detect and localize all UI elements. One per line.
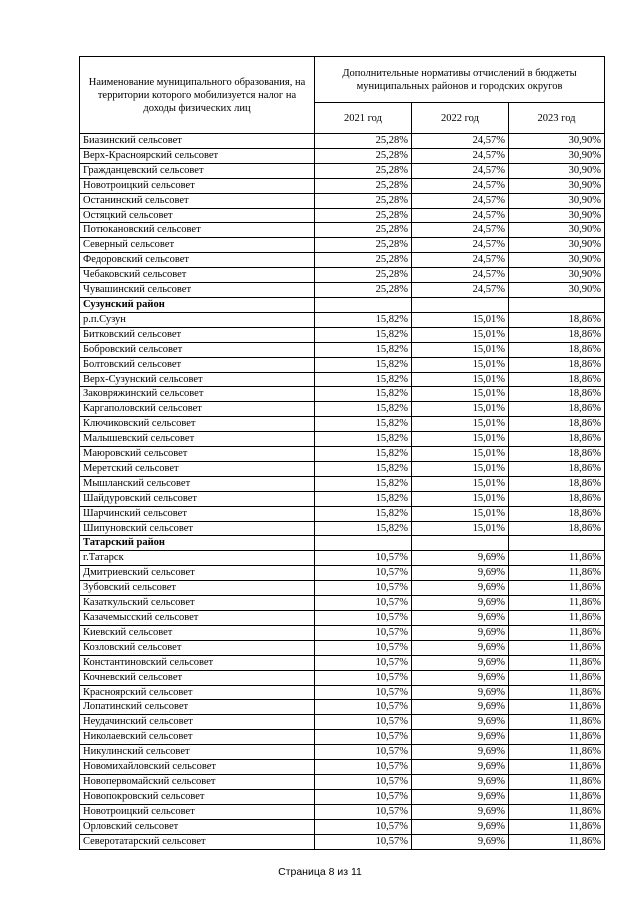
- table-row: [80, 670, 605, 685]
- header-year-2023: 2023 год: [509, 103, 605, 134]
- table-row: [80, 327, 605, 342]
- normative-value: 9,69%: [412, 655, 509, 670]
- empty-cell: [509, 297, 605, 312]
- normative-value: 11,86%: [509, 745, 605, 760]
- normative-value: 10,57%: [315, 655, 412, 670]
- normative-value: 11,86%: [509, 611, 605, 626]
- normative-value: 10,57%: [315, 625, 412, 640]
- normative-value: 9,69%: [412, 566, 509, 581]
- normative-value: 15,01%: [412, 447, 509, 462]
- normative-value: 10,57%: [315, 551, 412, 566]
- normative-value: 18,86%: [509, 476, 605, 491]
- table-row: [80, 625, 605, 640]
- normative-value: 10,57%: [315, 819, 412, 834]
- municipality-name: г.Татарск: [80, 551, 315, 566]
- normative-value: 15,82%: [315, 447, 412, 462]
- municipality-name: Гражданцевский сельсовет: [80, 163, 315, 178]
- table-row: [80, 506, 605, 521]
- normative-value: 15,82%: [315, 432, 412, 447]
- municipality-name: Красноярский сельсовет: [80, 685, 315, 700]
- normative-value: 10,57%: [315, 596, 412, 611]
- normative-value: 24,57%: [412, 268, 509, 283]
- normative-value: 9,69%: [412, 581, 509, 596]
- municipality-name: Северный сельсовет: [80, 238, 315, 253]
- normative-value: 30,90%: [509, 238, 605, 253]
- normative-value: 30,90%: [509, 208, 605, 223]
- normative-value: 10,57%: [315, 789, 412, 804]
- normative-value: 9,69%: [412, 834, 509, 849]
- normative-value: 25,28%: [315, 193, 412, 208]
- normative-value: 30,90%: [509, 134, 605, 149]
- normative-value: 10,57%: [315, 611, 412, 626]
- normative-value: 11,86%: [509, 834, 605, 849]
- normative-value: 11,86%: [509, 566, 605, 581]
- empty-cell: [315, 297, 412, 312]
- normative-value: 9,69%: [412, 774, 509, 789]
- table-row: [80, 447, 605, 462]
- municipality-name: Остяцкий сельсовет: [80, 208, 315, 223]
- municipality-name: Ключиковский сельсовет: [80, 417, 315, 432]
- normative-value: 15,82%: [315, 476, 412, 491]
- normative-value: 11,86%: [509, 581, 605, 596]
- table-row: [80, 238, 605, 253]
- normative-value: 9,69%: [412, 685, 509, 700]
- normative-value: 11,86%: [509, 819, 605, 834]
- normative-value: 18,86%: [509, 491, 605, 506]
- normative-value: 11,86%: [509, 760, 605, 775]
- normative-value: 10,57%: [315, 685, 412, 700]
- table-row: [80, 804, 605, 819]
- table-row: [80, 789, 605, 804]
- normative-value: 10,57%: [315, 760, 412, 775]
- normative-value: 24,57%: [412, 223, 509, 238]
- normative-value: 11,86%: [509, 789, 605, 804]
- municipality-name: Потюкановский сельсовет: [80, 223, 315, 238]
- normative-value: 11,86%: [509, 730, 605, 745]
- table-row: [80, 491, 605, 506]
- municipality-name: Дмитриевский сельсовет: [80, 566, 315, 581]
- normative-value: 24,57%: [412, 178, 509, 193]
- municipality-name: Битковский сельсовет: [80, 327, 315, 342]
- header-year-2022: 2022 год: [412, 103, 509, 134]
- normative-value: 10,57%: [315, 730, 412, 745]
- normative-value: 11,86%: [509, 715, 605, 730]
- normative-value: 9,69%: [412, 700, 509, 715]
- table-row: [80, 223, 605, 238]
- table-row: [80, 581, 605, 596]
- normative-value: 15,01%: [412, 476, 509, 491]
- normative-value: 9,69%: [412, 804, 509, 819]
- normative-value: 24,57%: [412, 253, 509, 268]
- municipality-name: Кочневский сельсовет: [80, 670, 315, 685]
- empty-cell: [412, 536, 509, 551]
- normative-value: 25,28%: [315, 253, 412, 268]
- municipality-name: Новопервомайский сельсовет: [80, 774, 315, 789]
- normative-value: 9,69%: [412, 596, 509, 611]
- normative-value: 15,82%: [315, 312, 412, 327]
- table-row: [80, 611, 605, 626]
- municipality-name: Никулинский сельсовет: [80, 745, 315, 760]
- normative-value: 25,28%: [315, 238, 412, 253]
- normative-value: 18,86%: [509, 357, 605, 372]
- municipality-name: Шипуновский сельсовет: [80, 521, 315, 536]
- normative-value: 15,82%: [315, 506, 412, 521]
- header-normatives: Дополнительные нормативы отчислений в бюджеты муниципальных районов и городских округов: [315, 57, 605, 103]
- table-row: [80, 357, 605, 372]
- normative-value: 15,01%: [412, 521, 509, 536]
- municipality-name: Болтовский сельсовет: [80, 357, 315, 372]
- normative-value: 11,86%: [509, 700, 605, 715]
- normative-value: 9,69%: [412, 715, 509, 730]
- normative-value: 30,90%: [509, 223, 605, 238]
- municipality-name: Останинский сельсовет: [80, 193, 315, 208]
- normative-value: 9,69%: [412, 789, 509, 804]
- table-row: [80, 700, 605, 715]
- normative-value: 11,86%: [509, 551, 605, 566]
- normative-value: 18,86%: [509, 447, 605, 462]
- normative-value: 10,57%: [315, 804, 412, 819]
- municipality-name: р.п.Сузун: [80, 312, 315, 327]
- table-row: [80, 715, 605, 730]
- normative-value: 15,82%: [315, 342, 412, 357]
- normative-value: 11,86%: [509, 685, 605, 700]
- table-row: [80, 521, 605, 536]
- normative-value: 11,86%: [509, 774, 605, 789]
- normative-value: 11,86%: [509, 670, 605, 685]
- normative-value: 9,69%: [412, 745, 509, 760]
- normative-value: 9,69%: [412, 670, 509, 685]
- normative-value: 25,28%: [315, 148, 412, 163]
- section-row: [80, 536, 605, 551]
- normative-value: 30,90%: [509, 193, 605, 208]
- municipality-name: Николаевский сельсовет: [80, 730, 315, 745]
- municipality-name: Новотроицкий сельсовет: [80, 804, 315, 819]
- normative-value: 30,90%: [509, 268, 605, 283]
- table-row: [80, 372, 605, 387]
- normative-value: 18,86%: [509, 402, 605, 417]
- municipality-name: Шарчинский сельсовет: [80, 506, 315, 521]
- normative-value: 9,69%: [412, 640, 509, 655]
- normative-value: 10,57%: [315, 566, 412, 581]
- normative-value: 15,01%: [412, 491, 509, 506]
- empty-cell: [509, 536, 605, 551]
- table-row: [80, 566, 605, 581]
- normative-value: 25,28%: [315, 223, 412, 238]
- normative-value: 10,57%: [315, 715, 412, 730]
- municipality-name: Биазинский сельсовет: [80, 134, 315, 149]
- table-row: [80, 730, 605, 745]
- normative-value: 24,57%: [412, 208, 509, 223]
- municipality-name: Заковряжинский сельсовет: [80, 387, 315, 402]
- municipality-name: Каргаполовский сельсовет: [80, 402, 315, 417]
- normative-value: 9,69%: [412, 611, 509, 626]
- normative-value: 9,69%: [412, 730, 509, 745]
- table-row: [80, 834, 605, 849]
- table-row: [80, 163, 605, 178]
- section-row: [80, 297, 605, 312]
- normative-value: 15,01%: [412, 327, 509, 342]
- municipality-name: Зубовский сельсовет: [80, 581, 315, 596]
- normative-value: 24,57%: [412, 134, 509, 149]
- normative-value: 15,01%: [412, 372, 509, 387]
- normative-value: 9,69%: [412, 819, 509, 834]
- normative-value: 10,57%: [315, 670, 412, 685]
- table-row: [80, 342, 605, 357]
- table-row: [80, 134, 605, 149]
- normative-value: 15,82%: [315, 521, 412, 536]
- municipality-name: Новомихайловский сельсовет: [80, 760, 315, 775]
- table-row: [80, 745, 605, 760]
- normative-value: 18,86%: [509, 312, 605, 327]
- normative-value: 18,86%: [509, 432, 605, 447]
- normative-value: 9,69%: [412, 760, 509, 775]
- section-title: Татарский район: [80, 536, 315, 551]
- table-row: [80, 253, 605, 268]
- table-row: [80, 283, 605, 298]
- normative-value: 10,57%: [315, 834, 412, 849]
- normative-value: 15,01%: [412, 432, 509, 447]
- municipality-name: Новопокровский сельсовет: [80, 789, 315, 804]
- municipality-name: Неудачинский сельсовет: [80, 715, 315, 730]
- municipality-name: Константиновский сельсовет: [80, 655, 315, 670]
- municipality-name: Меретский сельсовет: [80, 461, 315, 476]
- empty-cell: [315, 536, 412, 551]
- normative-value: 10,57%: [315, 640, 412, 655]
- header-year-2021: 2021 год: [315, 103, 412, 134]
- normative-value: 15,82%: [315, 372, 412, 387]
- normative-value: 30,90%: [509, 148, 605, 163]
- normative-value: 24,57%: [412, 283, 509, 298]
- normative-value: 9,69%: [412, 551, 509, 566]
- normative-value: 18,86%: [509, 327, 605, 342]
- normative-value: 15,82%: [315, 491, 412, 506]
- normative-value: 9,69%: [412, 625, 509, 640]
- normative-value: 25,28%: [315, 163, 412, 178]
- normative-value: 15,01%: [412, 417, 509, 432]
- table-row: [80, 208, 605, 223]
- municipality-name: Чебаковский сельсовет: [80, 268, 315, 283]
- normative-value: 24,57%: [412, 193, 509, 208]
- normative-value: 25,28%: [315, 208, 412, 223]
- normative-value: 18,86%: [509, 506, 605, 521]
- normative-value: 15,82%: [315, 461, 412, 476]
- table-row: [80, 551, 605, 566]
- table-row: [80, 268, 605, 283]
- table-row: [80, 760, 605, 775]
- normative-value: 15,82%: [315, 357, 412, 372]
- header-municipality: Наименование муниципального образования, на территории которого мобилизуется налог на доходы физических лиц: [80, 57, 315, 134]
- normative-value: 11,86%: [509, 596, 605, 611]
- table-row: [80, 178, 605, 193]
- normative-value: 11,86%: [509, 655, 605, 670]
- normative-value: 10,57%: [315, 581, 412, 596]
- table-row: [80, 685, 605, 700]
- municipality-name: Верх-Сузунский сельсовет: [80, 372, 315, 387]
- normative-value: 10,57%: [315, 745, 412, 760]
- normative-value: 15,82%: [315, 387, 412, 402]
- normative-value: 25,28%: [315, 268, 412, 283]
- normative-value: 15,01%: [412, 387, 509, 402]
- normative-value: 18,86%: [509, 342, 605, 357]
- normative-value: 18,86%: [509, 372, 605, 387]
- empty-cell: [412, 297, 509, 312]
- normative-value: 24,57%: [412, 163, 509, 178]
- municipality-name: Маюровский сельсовет: [80, 447, 315, 462]
- normative-value: 30,90%: [509, 178, 605, 193]
- normative-value: 15,01%: [412, 312, 509, 327]
- municipality-name: Казаткульский сельсовет: [80, 596, 315, 611]
- table-row: [80, 432, 605, 447]
- table-row: [80, 148, 605, 163]
- normative-value: 18,86%: [509, 387, 605, 402]
- normative-value: 11,86%: [509, 640, 605, 655]
- normative-value: 30,90%: [509, 283, 605, 298]
- municipality-name: Малышевский сельсовет: [80, 432, 315, 447]
- municipality-name: Федоровский сельсовет: [80, 253, 315, 268]
- table-row: [80, 461, 605, 476]
- normative-value: 11,86%: [509, 625, 605, 640]
- municipality-name: Лопатинский сельсовет: [80, 700, 315, 715]
- table-row: [80, 312, 605, 327]
- municipality-name: Казачемысский сельсовет: [80, 611, 315, 626]
- municipality-name: Бобровский сельсовет: [80, 342, 315, 357]
- municipality-name: Чувашинский сельсовет: [80, 283, 315, 298]
- normative-value: 15,01%: [412, 357, 509, 372]
- table-row: [80, 655, 605, 670]
- section-title: Сузунский район: [80, 297, 315, 312]
- table-row: [80, 819, 605, 834]
- table-row: [80, 193, 605, 208]
- municipality-name: Новотроицкий сельсовет: [80, 178, 315, 193]
- table-row: [80, 387, 605, 402]
- table-row: [80, 596, 605, 611]
- table-row: [80, 402, 605, 417]
- normative-value: 25,28%: [315, 134, 412, 149]
- normative-value: 18,86%: [509, 417, 605, 432]
- normative-value: 24,57%: [412, 148, 509, 163]
- table-row: [80, 774, 605, 789]
- municipality-name: Киевский сельсовет: [80, 625, 315, 640]
- municipality-name: Северотатарский сельсовет: [80, 834, 315, 849]
- normative-value: 18,86%: [509, 461, 605, 476]
- municipality-name: Шайдуровский сельсовет: [80, 491, 315, 506]
- normative-value: 15,82%: [315, 402, 412, 417]
- table-row: [80, 417, 605, 432]
- normative-value: 15,82%: [315, 417, 412, 432]
- normative-value: 30,90%: [509, 253, 605, 268]
- normative-value: 11,86%: [509, 804, 605, 819]
- normative-value: 25,28%: [315, 283, 412, 298]
- municipality-name: Мышланский сельсовет: [80, 476, 315, 491]
- table-row: [80, 640, 605, 655]
- normative-value: 15,01%: [412, 402, 509, 417]
- table-row: [80, 476, 605, 491]
- normative-value: 10,57%: [315, 700, 412, 715]
- normatives-table: [79, 56, 605, 850]
- normative-value: 24,57%: [412, 238, 509, 253]
- normative-value: 18,86%: [509, 521, 605, 536]
- normative-value: 15,01%: [412, 342, 509, 357]
- normative-value: 15,01%: [412, 461, 509, 476]
- normative-value: 25,28%: [315, 178, 412, 193]
- page-number: Страница 8 из 11: [278, 866, 362, 878]
- normative-value: 15,01%: [412, 506, 509, 521]
- normative-value: 15,82%: [315, 327, 412, 342]
- municipality-name: Орловский сельсовет: [80, 819, 315, 834]
- municipality-name: Верх-Красноярский сельсовет: [80, 148, 315, 163]
- normative-value: 10,57%: [315, 774, 412, 789]
- normative-value: 30,90%: [509, 163, 605, 178]
- municipality-name: Козловский сельсовет: [80, 640, 315, 655]
